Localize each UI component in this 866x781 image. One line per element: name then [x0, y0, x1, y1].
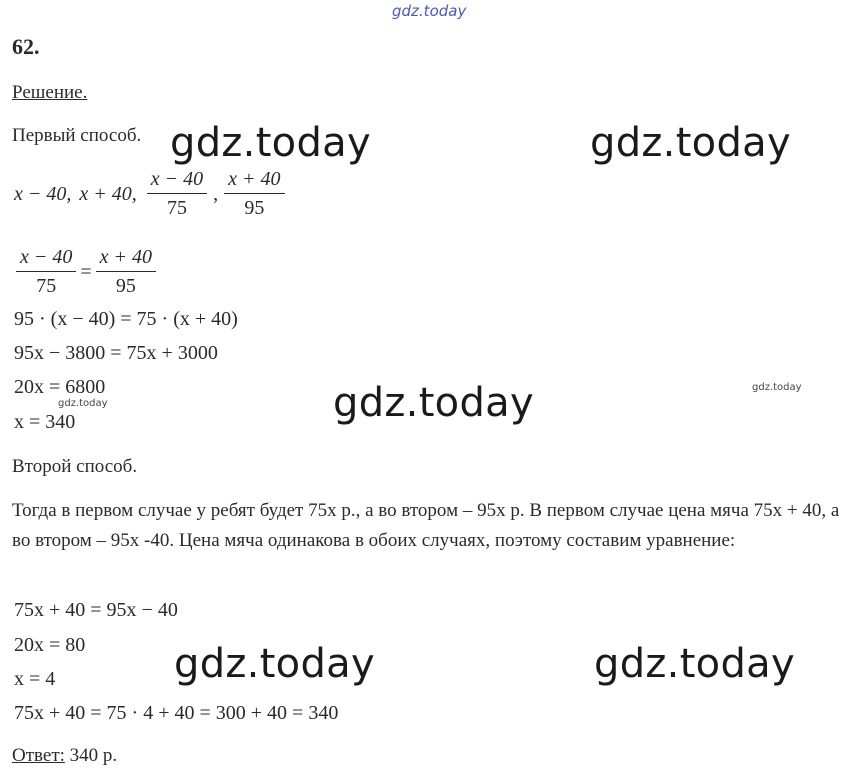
expr-b: x + 40,: [79, 182, 137, 205]
answer-label: Ответ:: [12, 745, 65, 766]
expr-a: x − 40,: [14, 182, 72, 205]
proportion-left-denominator: 75: [36, 275, 57, 297]
method2-line4: 75x + 40 = 75 · 4 + 40 = 300 + 40 = 340: [14, 702, 339, 724]
watermark-1: gdz.today: [170, 120, 371, 166]
method1-line4: x = 340: [14, 411, 76, 433]
answer: [12, 745, 117, 767]
fraction-2-denominator: 95: [244, 197, 265, 219]
proportion-right-numerator: x + 40: [96, 246, 156, 272]
watermark-5: gdz.today: [594, 641, 795, 687]
fraction-2: [224, 168, 284, 220]
fraction-2-numerator: x + 40: [224, 168, 284, 194]
method2-line2: 20x = 80: [14, 634, 86, 656]
watermark-top: gdz.today: [392, 2, 467, 20]
method1-line2: 95x − 3800 = 75x + 3000: [14, 342, 218, 364]
fraction-1-numerator: x − 40: [147, 168, 207, 194]
watermark-small-2: gdz.today: [752, 382, 802, 393]
answer-value: 340 р.: [69, 745, 118, 766]
watermark-small-1: gdz.today: [58, 398, 108, 409]
solution-heading: Решение.: [12, 82, 88, 103]
method1-expressions: x − 40, x + 40, $\frac{x - 40}{75}$ , $\frac{x + 40}{95}$: [14, 168, 289, 220]
watermark-3: gdz.today: [333, 380, 534, 426]
method2-line1: 75x + 40 = 95x − 40: [14, 599, 178, 621]
method1-title: Первый способ.: [12, 125, 142, 146]
method2-title: Второй способ.: [12, 456, 138, 477]
method2-paragraph: Тогда в первом случае у ребят будет 75х р., а во втором – 95х р. В первом случае цена мяча 75х + 40, а во втором – 95х -40. Цена мяча одинакова в обоих случаях, поэтому составим уравнение:: [12, 500, 840, 551]
proportion-right-denominator: 95: [115, 275, 136, 297]
fraction-1-denominator: 75: [166, 197, 187, 219]
watermark-4: gdz.today: [174, 641, 375, 687]
equals-sign: =: [80, 260, 92, 283]
method1-line1: 95 · (x − 40) = 75 · (x + 40): [14, 308, 238, 330]
proportion-right: [96, 246, 156, 298]
watermark-2: gdz.today: [590, 120, 791, 166]
method1-line3: 20x = 6800: [14, 376, 106, 398]
proportion-equation: [12, 246, 160, 298]
fraction-1: [147, 168, 207, 220]
proportion-left: [16, 246, 76, 298]
proportion-left-numerator: x − 40: [16, 246, 76, 272]
method2-line3: x = 4: [14, 668, 56, 690]
problem-number: 62.: [12, 34, 40, 59]
